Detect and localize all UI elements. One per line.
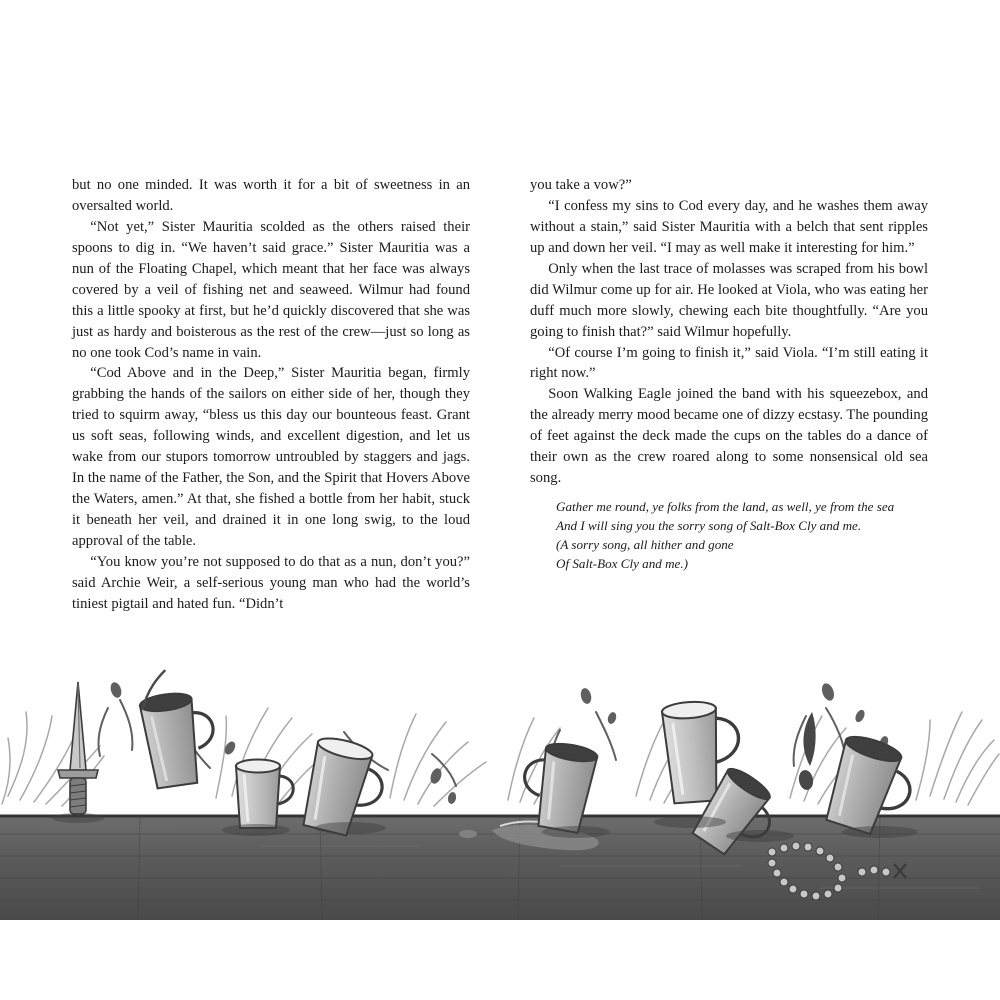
verse-line: Gather me round, ye folks from the land, as well, ye from the sea <box>556 499 895 515</box>
song-verse <box>556 498 928 573</box>
paragraph: “Cod Above and in the Deep,” Sister Mauritia began, firmly grabbing the hands of the sailors on either side of her, though they tried to squirm away, “bless us this day our bounteous feast. Grant us soft seas, following winds, and excellent digestion, and let us wake from our stupors tomorrow untroubled by staggers and jags. In the name of the Father, the Son, and the Spirit that Hovers Above the Waters, amen.” At that, she fished a bottle from her habit, stuck it beneath her veil, and drained it in one long swig, to the loud approval of the table. <box>72 365 470 549</box>
paragraph: Soon Walking Eagle joined the band with his squeezebox, and the already merry mood became one of dizzy ecstasy. The pounding of feet against the deck made the cups on the tables do a dance of their own as the crew roared along to some nonsensical old sea song. <box>530 386 928 487</box>
paragraph: “You know you’re not supposed to do that as a nun, don’t you?” said Archie Weir, a self-serious young man who had the world’s tiniest pigtail and hated fun. “Didn’t <box>72 553 470 612</box>
pouring-liquid <box>797 712 815 791</box>
paragraph: “Not yet,” Sister Mauritia scolded as the others raised their spoons to dig in. “We haven’t said grace.” Sister Mauritia was a nun of the Floating Chapel, which meant that her face was always covered by a veil of fishing net and seaweed. Wilmur had found this a little spooky at first, but he’d quickly discovered that she was just as hardy and boisterous as the rest of the crew—just so long as no one took Cod’s name in vain. <box>72 218 470 361</box>
spilled-tankards-illustration <box>0 620 1000 920</box>
paragraph: Only when the last trace of molasses was scraped from his bowl did Wilmur come up for air. He looked at Viola, who was eating her duff much more slowly, chewing each bite thoughtfully. “Are you going to finish that?” said Wilmur hopefully. <box>530 260 928 340</box>
verse-line: Of Salt-Box Cly and me.) <box>556 555 688 571</box>
paragraph: “I confess my sins to Cod every day, and he washes them away without a stain,” said Sister Mauritia with a belch that sent ripples up and down her veil. “I may as well make it interesting for him.” <box>530 197 928 256</box>
left-column <box>72 175 470 615</box>
paragraph: you take a vow?” <box>530 177 632 193</box>
dagger <box>58 682 98 814</box>
right-column <box>530 175 928 615</box>
verse-line: (A sorry song, all hither and gone <box>556 536 734 552</box>
illustration <box>0 620 1000 920</box>
text-columns <box>72 175 928 615</box>
paragraph: but no one minded. It was worth it for a bit of sweetness in an oversalted world. <box>72 177 470 214</box>
tankard <box>136 665 221 790</box>
paragraph: “Of course I’m going to finish it,” said Viola. “I’m still eating it right now.” <box>530 344 928 382</box>
verse-line: And I will sing you the sorry song of Salt-Box Cly and me. <box>556 517 862 533</box>
